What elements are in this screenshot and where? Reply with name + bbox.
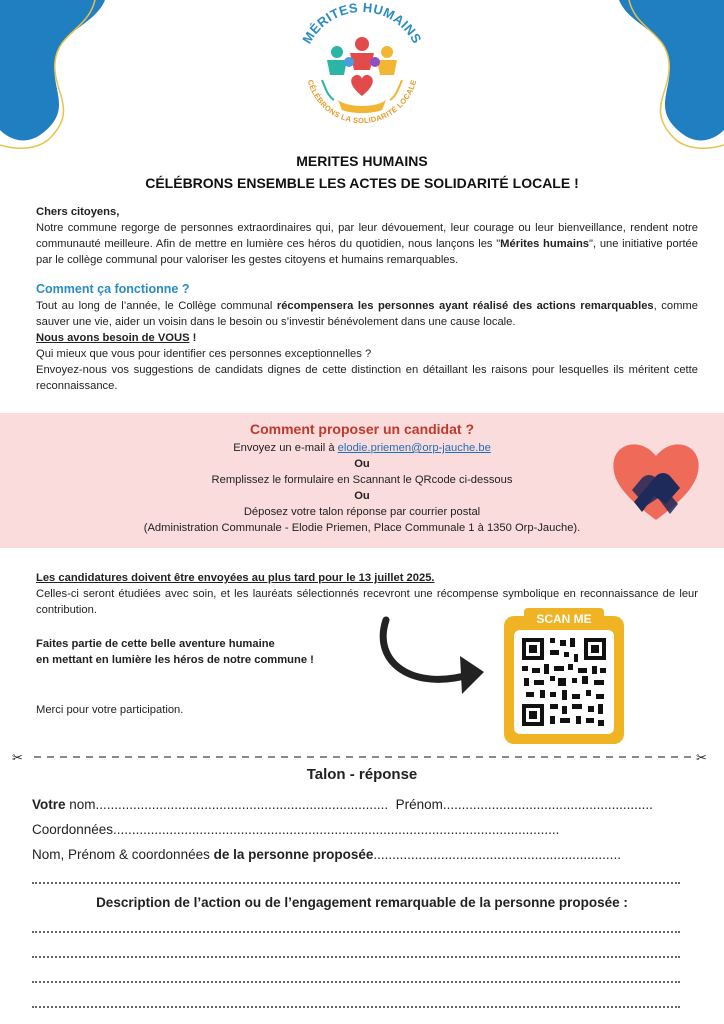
- email-line: Envoyez un e-mail à elodie.priemen@orp-jauche.be: [233, 442, 491, 454]
- page-title-line1: MERITES HUMAINS: [296, 153, 428, 169]
- merites-humains-logo: [282, 0, 442, 152]
- corner-decoration-right: [574, 0, 724, 150]
- heart-handshake-icon: [606, 432, 706, 532]
- field-votre-nom-prenom[interactable]: Votre nom.............................................................................. Prénom........................................................: [32, 797, 653, 812]
- or-separator-2: Ou: [354, 490, 370, 502]
- greeting: Chers citoyens,: [36, 206, 120, 218]
- post-line: Déposez votre talon réponse par courrier postal: [243, 506, 481, 518]
- page-title-line2: CÉLÉBRONS ENSEMBLE LES ACTES DE SOLIDARITÉ LOCALE !: [145, 175, 579, 191]
- thanks-line: Merci pour votre participation.: [36, 704, 184, 716]
- propose-heading: Comment proposer un candidat ?: [249, 421, 474, 437]
- talon-title: Talon - réponse: [306, 766, 418, 783]
- corner-decoration-left: [0, 0, 150, 150]
- description-line-1[interactable]: [32, 930, 680, 933]
- intro-paragraph: Notre commune regorge de personnes extraordinaires qui, par leur dévouement, leur courage ou leur bienveillance, rendent notre communauté meilleure. Afin de mettre en lumière ces héros du quotidien, nous lançons les "Mérites humains", une initiative portée par le collège communal pour valoriser les gestes citoyens et humains remarquables.: [36, 222, 698, 266]
- need-you-line: Nous avons besoin de VOUS !: [36, 332, 197, 344]
- or-separator-1: Ou: [354, 458, 370, 470]
- how-it-works-paragraph: Tout au long de l’année, le Collège communal récompensera les personnes ayant réalisé des actions remarquables, comme sauver une vie, aider un voisin dans le besoin ou s’investir bénévolement dans une cause locale.: [36, 300, 698, 328]
- question-line: Qui mieux que vous pour identifier ces personnes exceptionnelles ?: [36, 348, 372, 360]
- logo-tagline-text: CÉLÉBRONS LA SOLIDARITÉ LOCALE: [305, 78, 419, 126]
- description-line-2[interactable]: [32, 955, 680, 958]
- cta-line-1: Faites partie de cette belle aventure humaine: [36, 638, 275, 650]
- scan-me-label: SCAN ME: [536, 612, 592, 626]
- cta-line-2: en mettant en lumière les héros de notre commune !: [36, 654, 314, 666]
- form-line: Remplissez le formulaire en Scannant le QRcode ci-dessous: [211, 474, 513, 486]
- deadline-line: Les candidatures doivent être envoyées au plus tard pour le 13 juillet 2025.: [36, 572, 435, 584]
- description-line-3[interactable]: [32, 980, 680, 983]
- description-heading: Description de l’action ou de l’engagement remarquable de la personne proposée :: [96, 895, 628, 910]
- scissors-icon-left: ✂: [12, 751, 23, 764]
- field-blank-line[interactable]: [32, 881, 680, 884]
- cut-line: [12, 750, 712, 764]
- field-personne-proposee[interactable]: Nom, Prénom & coordonnées de la personne proposée..................................................................: [32, 847, 621, 862]
- logo-name-text: MÉRITES HUMAINS: [299, 0, 425, 47]
- how-it-works-heading: Comment ça fonctionne ?: [36, 282, 190, 296]
- scissors-icon-right: ✂: [696, 751, 707, 764]
- description-line-4[interactable]: [32, 1005, 680, 1008]
- arrow-icon: [372, 612, 492, 712]
- email-link[interactable]: elodie.priemen@orp-jauche.be: [337, 442, 491, 454]
- address-line: (Administration Communale - Elodie Priemen, Place Communale 1 à 1350 Orp-Jauche).: [143, 522, 581, 534]
- field-coordonnees[interactable]: Coordonnées.......................................................................................................................: [32, 822, 560, 837]
- send-suggestions-paragraph: Envoyez-nous vos suggestions de candidats dignes de cette distinction en détaillant les raisons pour lesquelles ils méritent cette reconnaissance.: [36, 364, 698, 392]
- qr-code-scan-me[interactable]: [504, 608, 624, 744]
- study-paragraph: Celles-ci seront étudiées avec soin, et les lauréats sélectionnés recevront une récompense symbolique en reconnaissance de leur contribution.: [36, 588, 698, 616]
